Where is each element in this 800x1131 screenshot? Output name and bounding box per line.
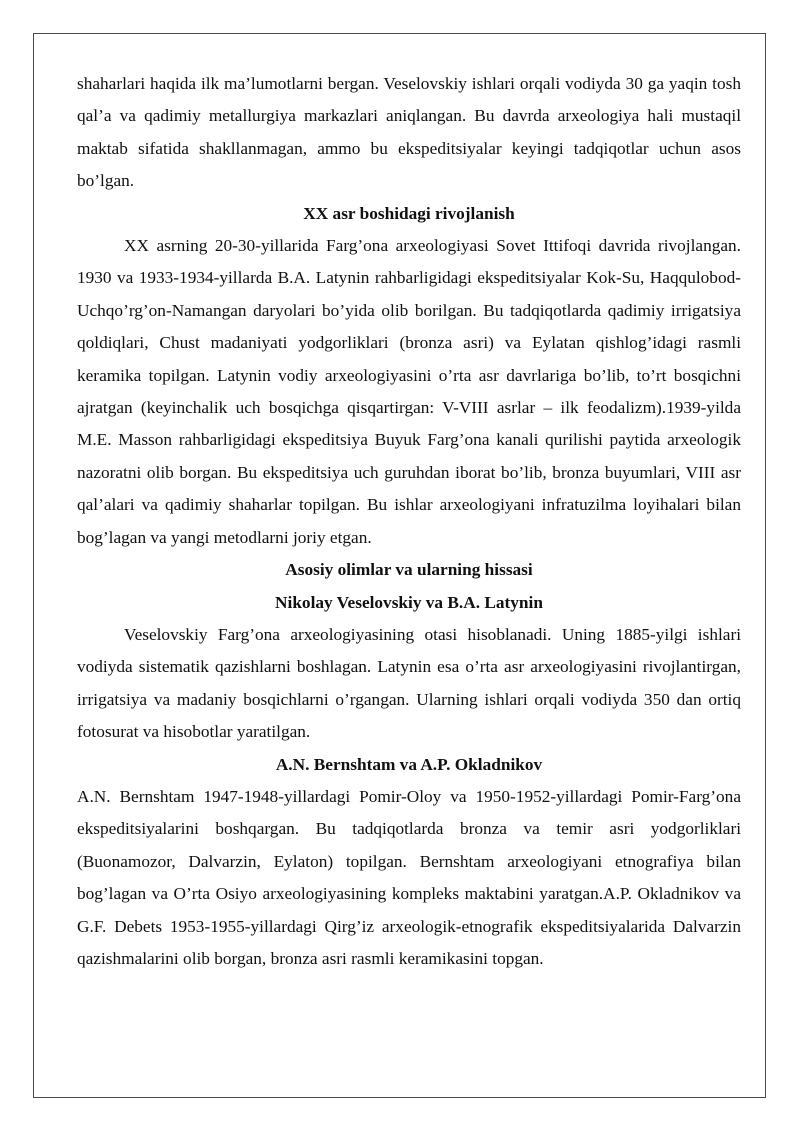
paragraph-xx-century: XX asrning 20-30-yillarida Farg’ona arxeologiyasi Sovet Ittifoqi davrida rivojlangan. 1930 va 1933-1934-yillarda B.A. Latynin rahbarligidagi ekspeditsiyalar Kok-Su, Haqqulobod-Uchqo’rg’on-Namangan daryolari bo’yida olib borilgan. Bu tadqiqotlarda qadimiy irrigatsiya qoldiqlari, Chust madaniyati yodgorliklari (bronza asri) va Eylatan qishlog’idagi rasmli keramika topilgan. Latynin vodiy arxeologiyasini o’rta asr davrlariga bo’lib, to’rt bosqichni ajratgan (keyinchalik uch bosqichga qisqartirgan: V-VIII asrlar – ilk feodalizm).1939-yilda M.E. Masson rahbarligidagi ekspeditsiya Buyuk Farg’ona kanali qurilishi paytida arxeologik nazoratni olib borgan. Bu ekspeditsiya uch guruhdan iborat bo’lib, bronza buyumlari, VIII asr qal’alari va qadimiy shaharlar topilgan. Bu ishlar arxeologiyani infratuzilma loyihalari bilan bog’lagan va yangi metodlarni joriy etgan. — [77, 236, 741, 547]
paragraph-bernshtam-okladnikov: A.N. Bernshtam 1947-1948-yillardagi Pomir-Oloy va 1950-1952-yillardagi Pomir-Farg’ona ekspeditsiyalarini boshqargan. Bu tadqiqotlarda bronza va temir asri yodgorliklari (Buonamozor, Dalvarzin, Eylaton) topilgan. Bernshtam arxeologiyani etnografiya bilan bog’lagan va O’rta Osiyo arxeologiyasining kompleks maktabini yaratgan.A.P. Okladnikov va G.F. Debets 1953-1955-yillardagi Qirg’iz arxeologik-etnografik ekspeditsiyalarida Dalvarzin qazishmalarini olib borgan, bronza asri rasmli keramikasini topgan. — [77, 786, 741, 968]
paragraph-veselovskiy-latynin: Veselovskiy Farg’ona arxeologiyasining otasi hisoblanadi. Uning 1885-yilgi ishlari vodiyda sistematik qazishlarni boshlagan. Latynin esa o’rta asr arxeologiyasini rivojlantirgan, irrigatsiya va madaniy bosqichlarni o’rgangan. Ularning ishlari orqali vodiyda 350 dan ortiq fotosurat va hisobotlar yaratilgan. — [77, 624, 741, 742]
subheading-veselovskiy-latynin: Nikolay Veselovskiy va B.A. Latynin — [275, 592, 543, 612]
subheading-bernshtam-okladnikov: A.N. Bernshtam va A.P. Okladnikov — [275, 754, 543, 774]
heading-xx-century: XX asr boshidagi rivojlanish — [303, 203, 515, 223]
heading-main-scholars: Asosiy olimlar va ularning hissasi — [285, 560, 533, 580]
paragraph-intro-continuation: shaharlari haqida ilk ma’lumotlarni bergan. Veselovskiy ishlari orqali vodiyda 30 ga yaqin tosh qal’a va qadimiy metallurgiya markazlari aniqlangan. Bu davrda arxeologiya hali mustaqil maktab sifatida shakllanmagan, ammo bu ekspeditsiyalar keyingi tadqiqotlar uchun asos bo’lgan. — [77, 74, 741, 191]
document-body — [77, 68, 741, 975]
